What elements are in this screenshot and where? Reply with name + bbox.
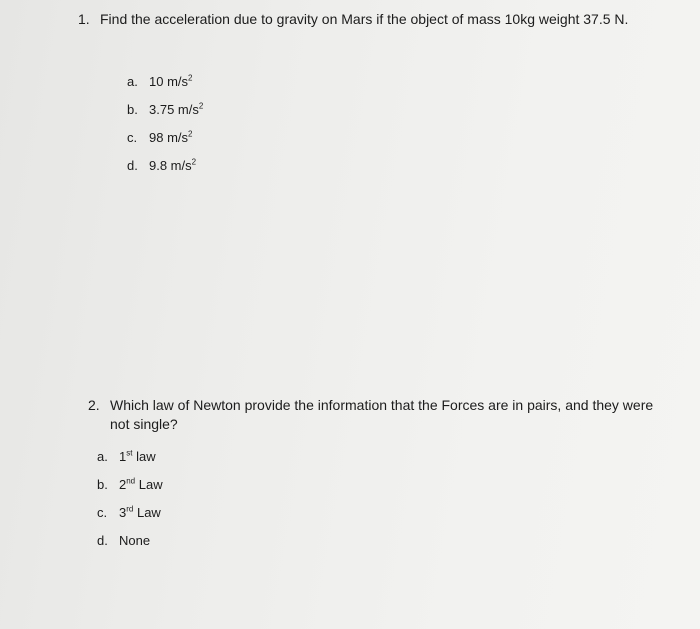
q1-option-c-letter: c. <box>127 130 138 145</box>
q2-option-d-value: None <box>119 533 151 548</box>
q1-option-a[interactable] <box>127 74 203 102</box>
q1-option-c[interactable] <box>127 130 203 158</box>
question-1 <box>78 10 678 29</box>
question-2-text: Which law of Newton provide the information that the Forces are in pairs, and they were not single? <box>110 397 654 432</box>
q2-option-a-ordinal: 1 <box>119 449 127 464</box>
question-2-options <box>97 449 163 561</box>
q1-option-a-letter: a. <box>127 74 138 89</box>
q1-option-a-exponent: 2 <box>188 73 193 83</box>
q1-option-b-exponent: 2 <box>198 101 204 111</box>
question-1-text: Find the acceleration due to gravity on Mars if the object of mass 10kg weight 37.5 N. <box>100 11 629 27</box>
q2-option-d-letter: d. <box>97 533 108 548</box>
q1-option-d-value: 9.8 m/s <box>149 158 192 173</box>
question-1-number: 1. <box>78 11 90 27</box>
q1-option-d-exponent: 2 <box>191 157 197 167</box>
q2-option-a-suffix: st <box>126 448 133 458</box>
q2-option-b[interactable] <box>97 477 163 505</box>
question-1-options <box>127 74 203 186</box>
q1-option-b-letter: b. <box>127 102 138 117</box>
q2-option-a-letter: a. <box>97 449 108 464</box>
q2-option-b-ordinal: 2 <box>119 477 127 492</box>
q2-option-a-word: law <box>132 449 156 464</box>
q2-option-c[interactable] <box>97 505 163 533</box>
q2-option-c-ordinal: 3 <box>119 505 127 520</box>
q2-option-a[interactable] <box>97 449 163 477</box>
question-2 <box>88 396 663 434</box>
q2-option-c-word: Law <box>133 505 161 520</box>
q1-option-a-value: 10 m/s <box>149 74 189 89</box>
q1-option-b-value: 3.75 m/s <box>149 102 199 117</box>
q1-option-b[interactable] <box>127 102 203 130</box>
q2-option-b-letter: b. <box>97 477 108 492</box>
question-2-number: 2. <box>88 397 100 413</box>
q1-option-c-exponent: 2 <box>188 129 193 139</box>
q2-option-d[interactable] <box>97 533 163 561</box>
q2-option-b-word: Law <box>135 477 163 492</box>
q1-option-c-value: 98 m/s <box>149 130 189 145</box>
q2-option-b-suffix: nd <box>126 476 136 486</box>
q1-option-d-letter: d. <box>127 158 138 173</box>
q2-option-c-suffix: rd <box>126 504 134 514</box>
q2-option-c-letter: c. <box>97 505 108 520</box>
q1-option-d[interactable] <box>127 158 203 186</box>
